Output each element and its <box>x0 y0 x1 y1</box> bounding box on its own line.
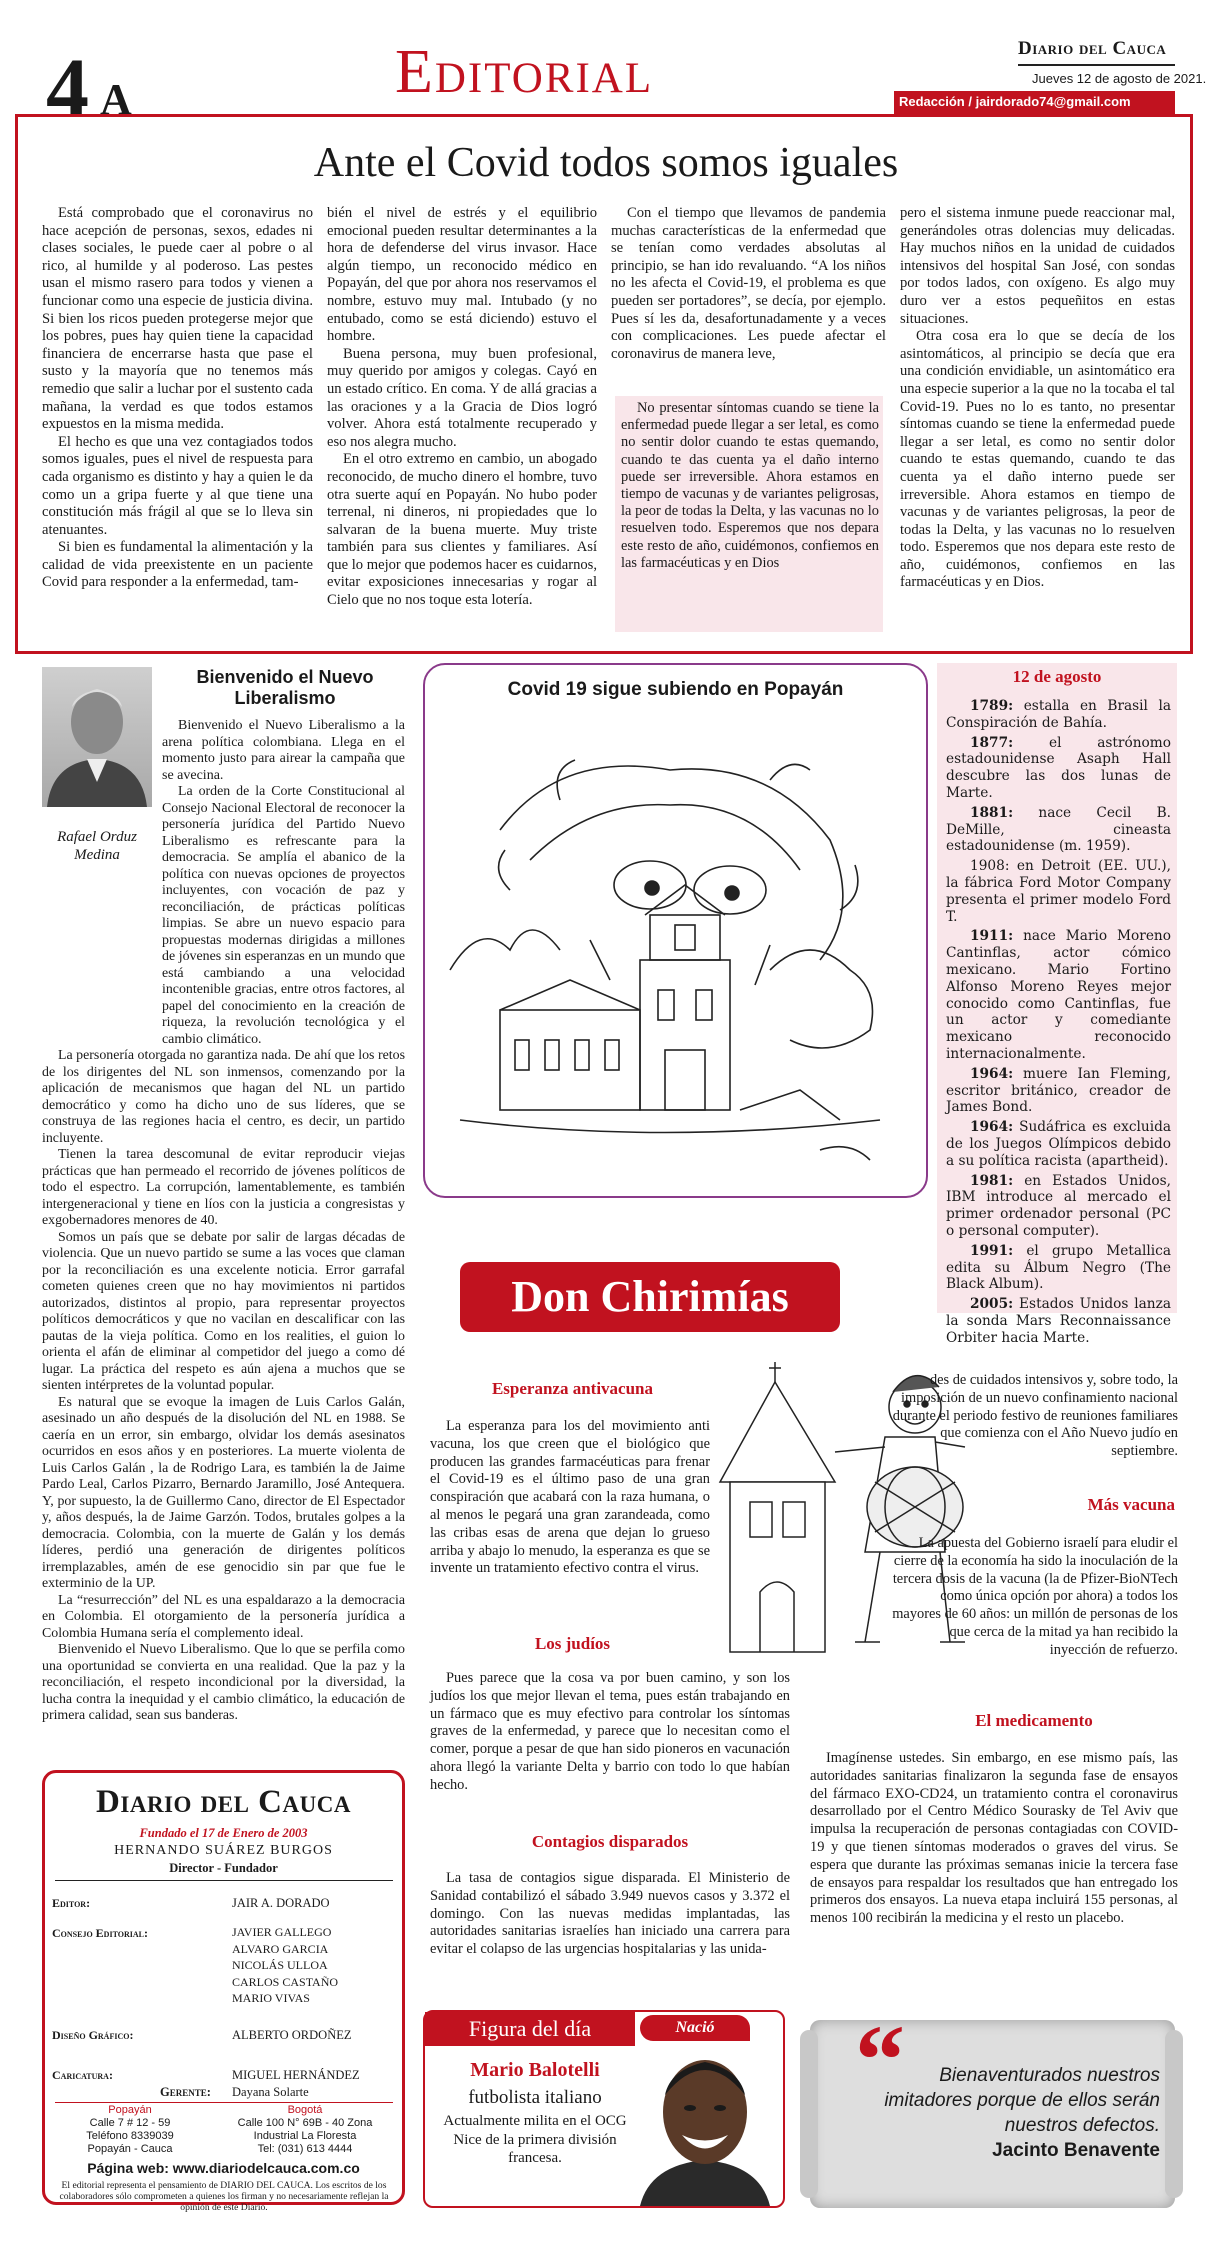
paragraph: Buena persona, muy buen profesional, muy querido por amigos y colegas. Cayó en un estado crítico. En coma. Y de allá gracias a las oraciones y a la Gracia de Dios logró volver. Ahora está totalmente recuperado y eso nos alegra mucho. <box>327 345 597 450</box>
paragraph: La orden de la Corte Constitucional al Consejo Nacional Electoral de reconocer la personería jurídica del Partido Nuevo Liberalismo es refrescante para la democracia. Se amplía el abanico de la política con nuevas opciones de proyectos incluyentes, con vocación de paz y reconciliación, de prácticas políticas limpias. Se abre un nuevo espacio para propuestas modernas dirigidas a millones de jóvenes sin esperanzas en un mundo que está cambiando a una velocidad incontenible gracias, entre otros factores, al papel del conocimiento en la creación de riqueza, la revolución tecnológica y el cambio climático. <box>162 784 405 1047</box>
dc-text-3 <box>430 1870 790 1959</box>
masthead-manager-label: Gerente: <box>160 2085 211 2099</box>
masthead-disclaimer: El editorial representa el pensamiento de DIARIO DEL CAUCA. Los escritos de los colaboradores sólo comprometen a quienes los firman y no necesariamente reflejan la opinión de este Diario. <box>59 2180 389 2213</box>
editorial-col-1 <box>42 205 313 592</box>
dc-subtitle-2: Los judíos <box>534 1634 611 1653</box>
masthead-city-2: Bogotá <box>287 2104 323 2116</box>
paragraph: En el otro extremo en cambio, un abogado reconocido, de mucho dinero el hombre, tuvo otra suerte aquí en Popayán. No hubo poder terrenal, ni dineros, ni propiedades que lo salvaran de la buena muerte. Muy triste también para sus clientes y familiares. Así que lo mejor que podemos hacer es cuidarnos, evitar exposiciones innecesarias y rogar al Cielo que no nos toque esta lotería. <box>327 451 597 609</box>
cartoon-title: Covid 19 sigue subiendo en Popayán <box>507 679 844 700</box>
pullquote-text: No presentar síntomas cuando se tiene la enfermedad puede llegar a ser letal, es como no sentir dolor cuando te estas quemando, cuando te das cuenta ya el daño interno puede ser irreversible. Ahora estamos en tiempo de vacunas y de variantes peligrosas, la peor de todas la Delta, y las vacunas no lo resuelven todo. Esperemos que nos depara este resto de año, cuidémonos, confiemos en las farmacéuticas y en Dios <box>621 400 879 571</box>
masthead-rule <box>55 1880 393 1881</box>
masthead-staff <box>52 1894 392 2088</box>
efemeride-item: 1789: estalla en Brasil la Conspiración de Bahía. <box>946 698 1172 731</box>
dc-text-1 <box>430 1418 710 1578</box>
masthead-logo: Diario del Cauca <box>96 1784 351 1820</box>
dc-text-r2 <box>890 1535 1178 1660</box>
quote-mark-icon: “ <box>855 2004 905 2115</box>
figura-text: Actualmente milita en el OCG Nice de la primera división francesa. <box>443 2113 627 2166</box>
dc-text-2 <box>430 1670 790 1795</box>
figura-tag: Nació <box>640 2015 750 2041</box>
paragraph: El hecho es que una vez contagiados todos somos iguales, pues el nivel de respuesta para cada organismo es distinto y hay a quien le da como un a gripa fuerte y al que tiene una constitución más frágil al que se lo lleva sin atenuantes. <box>42 433 313 538</box>
figura-role: futbolista italiano <box>468 2087 602 2108</box>
paragraph: Imagínense ustedes. Sin embargo, en ese mismo país, las autoridades sanitarias finalizaron la segunda fase de ensayos del fármaco EXO-CD24, un tratamiento contra el coronavirus desarrollado por el Centro Médico Sourasky de Tel Aviv que impulsa la recuperación de personas contagiadas con COVID-19 y que tienen síntomas moderados o graves del virus. Se espera que durante las próximas semanas inicie la tercera fase de ensayos para respaldar los resultados que han entregado los primeros dos ensayos. La nueva etapa incluirá 155 personas, al menos 100 recibirán la medicina y el resto un placebo. <box>810 1750 1178 1927</box>
masthead-address-2: Calle 100 N° 69B - 40 Zona Industrial La Floresta Tel: (031) 613 4444 <box>237 2117 373 2155</box>
paragraph: La apuesta del Gobierno israelí para eludir el cierre de la economía ha sido la inoculación de la tercera dosis de la vacuna (la de Pfizer-BioNTech como única opción por ahora) a todos los mayores de 60 años: un millón de personas de los que cerca de la mitad ya han recibido la inyección de refuerzo. <box>892 1535 1178 1658</box>
paragraph: Bienvenido el Nuevo Liberalismo a la arena política colombiana. Llega en el momento justo para airear la campaña que se avecina. <box>162 718 405 783</box>
paragraph: Es natural que se evoque la imagen de Luis Carlos Galán, asesinado un año después de la disolución del NL en 1988. Se caería en un error, sin embargo, olvidar los demás asesinatos ocurridos en esos años y en posteriores. La muerte violenta de Luis Carlos Galán , la de Rodrigo Lara, es también la de Jaime Pardo Leal, Carlos Pizarro, Bernardo Jaramillo, José Antequera. Y, por supuesto, la de Guillermo Cano, director de El Espectador y, años después, la de Jaime Garzón. Todos, brutales golpes a la democracia. Colombia, con la muerte de Galán y los demás líderes, perdió una generación de dirigentes políticos irremplazables, amén de ese genocidio sin par que fue le exterminio de la UP. <box>42 1394 405 1591</box>
paragraph: pero el sistema inmune puede reaccionar mal, generándoles otras dolencias muy delicadas. Hay muchos niños en la unidad de cuidados intensivos del hospital San José, con sondas por todos lados, con oxígeno. Es algo muy duro ver a estos pequeñitos en estas situaciones. <box>900 205 1175 327</box>
header-rule <box>1018 64 1175 66</box>
masthead-web <box>42 2160 405 2176</box>
staff-row: Caricatura: MIGUEL HERNÁNDEZ <box>52 2068 360 2082</box>
paragraph: Con el tiempo que llevamos de pandemia muchas características de la enfermedad que se tenían como verdades absolutas al principio, se han ido revaluando. “A los niños no les afecta el Covid-19, el problema es que pueden ser portadores”, se decía, por ejemplo. Pues sí les da, desafortunadamente y a veces con complicaciones. Les puede afectar el coronavirus de manera leve, <box>611 205 886 362</box>
paragraph: Bienvenido el Nuevo Liberalismo. Que lo que se perfila como una oportunidad se convierta en una realidad. Que la paz y la reconciliación, el respeto incondicional por la diversidad, la lucha contra la inequidad y el cambio climático, la educación de primera calidad, sean sus banderas. <box>42 1642 405 1723</box>
paragraph: Está comprobado que el coronavirus no hace acepción de personas, sexos, edades ni clases sociales, le puede caer al pobre o al rico, al humilde y al poderoso. Las pestes usan el mismo rasero para todos y vienen a funcionar como una especie de justicia divina. Si bien los ricos pueden protegerse mejor que los pobres, pues hay quien tiene la capacidad financiera de encerrarse hasta que pase el susto y la mayoría que no tenemos más remedio que salir a luchar por el sustento cada mañana, la verdad es que todos estamos expuestos en la misma medida. <box>42 205 313 433</box>
masthead-address-1: Calle 7 # 12 - 59 Teléfono 8339039 Popayán - Cauca <box>86 2117 174 2155</box>
efemeride-item: 1981: en Estados Unidos, IBM introduce al mercado el primer ordenador personal (PC o personal computer). <box>946 1172 1171 1239</box>
efemerides-title: 12 de agosto <box>1012 667 1102 686</box>
quote-text: Bienaventurados nuestros imitadores porque de ellos serán nuestros defectos. <box>884 2065 1160 2136</box>
efemeride-item: 1991: el grupo Metallica edita su Álbum Negro (The Black Album). <box>946 1242 1171 1293</box>
figura-name: Mario Balotelli <box>470 2059 600 2081</box>
paragraph: Pues parece que la cosa va por buen camino, y son los judíos los que mejor llevan el tema, pues están trabajando en un fármaco que es muy efectivo para controlar los síntomas graves de la enfermedad, y parece que lo necesitan como el comer, porque a pesar de que han sido pioneros en vacunación ahora llegó la variante Delta y barrio con todo lo que habían hecho. <box>430 1670 790 1793</box>
page-number: 4 <box>46 40 89 136</box>
header-date: Jueves 12 de agosto de 2021. <box>1032 71 1207 86</box>
quote-author: Jacinto Benavente <box>992 2140 1160 2161</box>
figura-label: Figura del día <box>425 2012 635 2046</box>
paragraph: Si bien es fundamental la alimentación y la calidad de vida preexistente en un paciente Covid para responder a la enfermedad, tam- <box>42 539 313 591</box>
efemeride-item: 1881: nace Cecil B. DeMille, cineasta estadounidense (m. 1959). <box>946 804 1171 855</box>
don-chirimias-banner: Don Chirimías <box>460 1262 840 1332</box>
section-title: Editorial <box>395 38 654 106</box>
efemeride-item: 1877: el astrónomo estadounidense Asaph Hall descubre las dos lunas de Marte. <box>946 734 1171 801</box>
efemeride-item: 1964: muere Ian Fleming, escritor británico, creador de James Bond. <box>946 1065 1171 1116</box>
masthead-founder-role: Director - Fundador <box>169 1861 278 1875</box>
page-letter: A <box>100 75 132 124</box>
masthead-founded: Fundado el 17 de Enero de 2003 <box>139 1826 308 1840</box>
dc-subtitle-1: Esperanza antivacuna <box>491 1379 654 1398</box>
author-name: Rafael Orduz Medina <box>57 829 137 863</box>
efemeride-item: 1908: en Detroit (EE. UU.), la fábrica Ford Motor Company presenta el primer modelo Ford T. <box>946 858 1171 925</box>
dc-subtitle-3: Contagios disparados <box>531 1832 689 1851</box>
column-title: Bienvenido el Nuevo Liberalismo <box>196 667 374 708</box>
cartoon-illustration <box>440 710 910 1190</box>
paragraph: La tasa de contagios sigue disparada. El Ministerio de Sanidad contabilizó el sábado 3.949 nuevos casos y 3.372 el domingo. Con las nuevas medidas implantadas, las autoridades sanitarias israelíes han iniciado una carrera para evitar el colapso de las urgencias hospitalarias y las unida- <box>430 1870 790 1958</box>
paragraph: La personería otorgada no garantiza nada. De ahí que los retos de los dirigentes del NL son inmensos, comenzando por la aplicación de mecanismos que hagan del NL un partido democrático y como ha dicho uno de sus líderes, que se construya de las regiones hacia el centro, es decir, un partido incluyente. <box>42 1048 405 1146</box>
editorial-col-3 <box>611 205 886 363</box>
paragraph: bién el nivel de estrés y el equilibrio emocional pueden resultar determinantes a la hora de defenderse del virus invasor. Hace algún tiempo, un reconocido médico en Popayán, del que por ahora nos reservamos el nombre, estuvo muy mal. Intubado (y no entubado, como se está diciendo) estuvo el hombre. <box>327 205 597 345</box>
staff-row: Consejo Editorial: JAVIER GALLEGO ALVARO GARCIA NICOLÁS ULLOA CARLOS CASTAÑO MARIO VIVAS <box>52 1925 339 2005</box>
paragraph: Tienen la tarea descomunal de evitar reproducir viejas prácticas que han permeado el recorrido de jóvenes políticos de todo el espectro. La corrupción, lamentablemente, es también intergeneracional y tiene en líos con la justicia a congresistas y exgobernadores menores de 40. <box>42 1147 405 1228</box>
dc-text-r1 <box>880 1372 1178 1461</box>
paragraph: La “resurrección” del NL es una espaldarazo a la democracia en Colombia. El otorgamiento de la personería jurídica a Colombia Humana sería el complemento ideal. <box>42 1592 405 1641</box>
paragraph: Somos un país que se debate por salir de largas décadas de violencia. Que un nuevo partido se sume a las voces que claman por la reconciliación es una excelente noticia. Error garrafal cometen quienes creen que no hay movimientos ni partidos autorizados, distintos al propio, para representar proyectos políticos democráticos y que no vacilan en descalificar con las pautas de la vieja política. Como en los realities, el guion lo orienta el afán de eliminar al competidor del juego a como dé lugar. La práctica del respeto es aún ajena a muchos que se sienten intérpretes de la voluntad popular. <box>42 1229 405 1393</box>
pullquote <box>621 400 879 572</box>
dc-subtitle-4: Más vacuna <box>1087 1495 1175 1514</box>
paragraph: Otra cosa era lo que se decía de los asintomáticos, al principio se decía que era una condición envidiable, un asintomático era una especie superior a la que no la tocaba el tal Covid-19. Pues no lo es tanto, no presentar síntomas cuando se tiene la enfermedad puede llegar a ser letal, es como no sentir dolor cuando te estas quemando, cuando te das cuenta ya el daño interno puede ser irreversible. Ahora estamos en tiempo de vacunas y de variantes peligrosas, la peor de todas la Delta, y las vacunas no lo resuelven todo. Esperemos que nos depara este resto de año, cuidémonos, confiemos en las farmacéuticas y en Dios. <box>900 328 1175 591</box>
editorial-col-4 <box>900 205 1175 592</box>
dc-text-r3 <box>810 1750 1178 1928</box>
staff-row: Editor: JAIR A. DORADO <box>52 1896 330 1910</box>
editorial-col-2 <box>327 205 597 610</box>
efemerides-list <box>946 698 1171 1349</box>
balotelli-photo <box>630 2040 780 2206</box>
efemeride-item: 2005: Estados Unidos lanza la sonda Mars Reconnaissance Orbiter hacia Marte. <box>946 1296 1171 1346</box>
staff-row: Diseño Gráfico: ALBERTO ORDOÑEZ <box>52 2028 352 2042</box>
masthead-rule-2 <box>55 2102 393 2103</box>
efemeride-item: 1911: nace Mario Moreno Cantinflas, actor cómico mexicano. Mario Fortino Alfonso Moreno Reyes mejor conocido como Cantinflas, fue un actor y comediante mexicano reconocido internacionalmente. <box>946 928 1171 1062</box>
brand-logo: Diario del Cauca <box>1018 38 1167 59</box>
editorial-title: Ante el Covid todos somos iguales <box>313 140 899 186</box>
masthead-founder: HERNANDO SUÁREZ BURGOS <box>114 1843 333 1858</box>
web-link[interactable]: www.diariodelcauca.com.co <box>172 2160 360 2176</box>
column-body <box>42 784 405 1725</box>
masthead-manager: Dayana Solarte <box>232 2085 309 2099</box>
efemeride-item: 1964: Sudáfrica es excluida de los Juegos Olímpicos debido a su política racista (apartheid). <box>946 1119 1171 1169</box>
header-contact-bar: Redacción / jairdorado74@gmail.com <box>894 91 1175 114</box>
quote-scroll-edge <box>1165 2030 1183 2198</box>
paragraph: des de cuidados intensivos y, sobre todo, la imposición de un nuevo confinamiento nacional durante el periodo festivo de reuniones familiares que comienza con el Año Nuevo judío en septiembre. <box>892 1372 1178 1460</box>
masthead-city-1: Popayán <box>108 2104 152 2116</box>
paragraph: La esperanza para los del movimiento anti vacuna, los que creen que el biológico que producen las grandes farmacéuticas para frenar el Covid-19 es el último paso de una gran conspiración que acabará con la raza humana, o al menos le pegará una gran zarandeada, como las cribas esas de arena que dejan lo grueso arriba y abajo lo menudo, la esperanza es que se invente un tratamiento efectivo contra el virus. <box>430 1418 710 1577</box>
column-body-top <box>162 718 405 784</box>
quote-scroll-edge <box>800 2030 818 2198</box>
web-label: Página web: <box>87 2160 169 2176</box>
dc-subtitle-5: El medicamento <box>975 1711 1093 1730</box>
